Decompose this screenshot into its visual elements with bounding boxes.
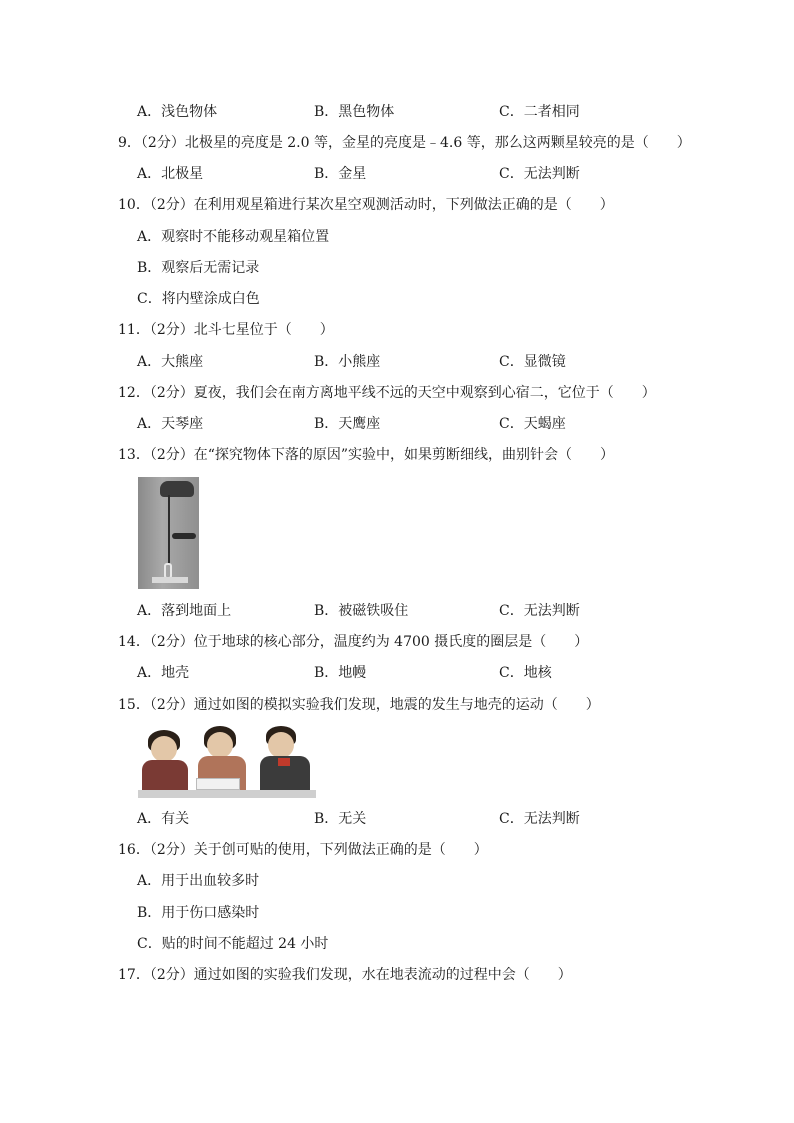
- paper-shape: [196, 778, 240, 790]
- q16-stem: 16．（2分）关于创可贴的使用，下列做法正确的是（ ）: [118, 842, 488, 858]
- q11-option-b: B．小熊座: [314, 354, 381, 370]
- q12-option-b: B．天鹰座: [314, 416, 381, 432]
- q9-option-b: B．金星: [314, 166, 367, 182]
- q14-option-c: C．地核: [499, 665, 552, 681]
- q16-option-c: C．贴的时间不能超过 24 小时: [137, 936, 329, 952]
- q14-stem: 14．（2分）位于地球的核心部分，温度约为 4700 摄氏度的圈层是（ ）: [118, 634, 589, 650]
- magnet-stand-shape: [152, 577, 188, 583]
- q8-option-a: A．浅色物体: [137, 104, 218, 120]
- q16-option-b: B．用于伤口感染时: [137, 905, 260, 921]
- q13-option-b: B．被磁铁吸住: [314, 603, 409, 619]
- paperclip-experiment-image: [138, 477, 199, 589]
- q9-stem: 9．（2分）北极星的亮度是 2.0 等，金星的亮度是﹣4.6 等，那么这两颗星较亮的是（ ）: [118, 135, 691, 151]
- q15-option-b: B．无关: [314, 811, 367, 827]
- q10-option-a: A．观察时不能移动观星箱位置: [137, 229, 330, 245]
- q16-option-a: A．用于出血较多时: [137, 873, 260, 889]
- q14-option-a: A．地壳: [137, 665, 190, 681]
- hand-shape: [160, 481, 194, 497]
- q13-option-a: A．落到地面上: [137, 603, 232, 619]
- q15-option-a: A．有关: [137, 811, 190, 827]
- q12-option-c: C．天蝎座: [499, 416, 566, 432]
- q11-option-a: A．大熊座: [137, 354, 204, 370]
- q13-stem: 13．（2分）在“探究物体下落的原因”实验中，如果剪断细线，曲别针会（ ）: [118, 447, 615, 463]
- q8-option-c: C．二者相同: [499, 104, 580, 120]
- q12-stem: 12．（2分）夏夜，我们会在南方离地平线不远的天空中观察到心宿二，它位于（ ）: [118, 385, 656, 401]
- q12-option-a: A．天琴座: [137, 416, 204, 432]
- q15-option-c: C．无法判断: [499, 811, 580, 827]
- q15-stem: 15．（2分）通过如图的模拟实验我们发现，地震的发生与地壳的运动（ ）: [118, 697, 600, 713]
- q10-option-c: C．将内壁涂成白色: [137, 291, 260, 307]
- q11-option-c: C．显微镜: [499, 354, 566, 370]
- q14-option-b: B．地幔: [314, 665, 367, 681]
- q10-option-b: B．观察后无需记录: [137, 260, 260, 276]
- q13-option-c: C．无法判断: [499, 603, 580, 619]
- table-shape: [138, 790, 316, 798]
- q17-stem: 17．（2分）通过如图的实验我们发现，水在地表流动的过程中会（ ）: [118, 967, 572, 983]
- thread-shape: [168, 495, 170, 565]
- q9-option-c: C．无法判断: [499, 166, 580, 182]
- children-experiment-image: [138, 724, 316, 800]
- q10-stem: 10．（2分）在利用观星箱进行某次星空观测活动时，下列做法正确的是（ ）: [118, 197, 614, 213]
- q9-option-a: A．北极星: [137, 166, 204, 182]
- q8-option-b: B．黑色物体: [314, 104, 395, 120]
- q11-stem: 11．（2分）北斗七星位于（ ）: [118, 322, 334, 338]
- scissors-shape: [172, 533, 196, 539]
